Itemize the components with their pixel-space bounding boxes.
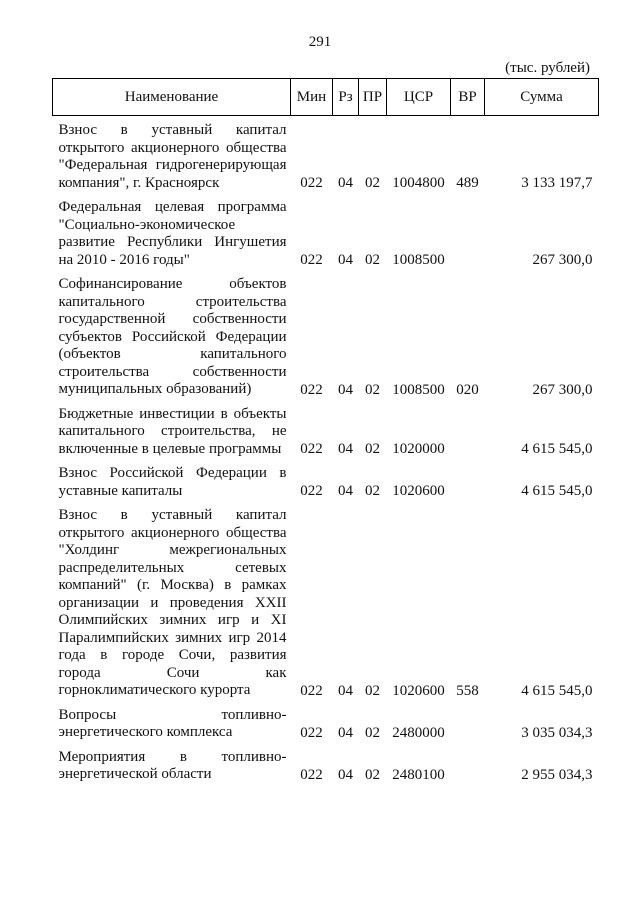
row-min: 022 bbox=[300, 724, 323, 741]
row-pr: 02 bbox=[365, 252, 380, 268]
row-vr bbox=[451, 707, 485, 749]
row-sum: 267 300,0 bbox=[532, 381, 593, 398]
table-row bbox=[53, 465, 599, 507]
row-sum: 3 035 034,3 bbox=[521, 724, 593, 741]
table-row bbox=[53, 406, 599, 466]
row-pr: 02 bbox=[365, 381, 380, 398]
row-rz: 04 bbox=[338, 175, 353, 191]
row-pr: 02 bbox=[365, 441, 380, 457]
row-pr: 02 bbox=[365, 766, 380, 783]
row-vr: 558 bbox=[456, 682, 479, 699]
row-pr: 02 bbox=[365, 724, 380, 741]
table-row bbox=[53, 707, 599, 749]
header-vr: ВР bbox=[451, 79, 485, 116]
row-name: Софинансирование объектов капитального строительства государственной собственности субъектов Российской Федерации (объектов капитального строительства собственности муниципальных образований) bbox=[58, 276, 287, 397]
row-rz: 04 bbox=[338, 441, 353, 457]
header-rz: Рз bbox=[333, 79, 359, 116]
row-min: 022 bbox=[300, 682, 323, 699]
header-csr: ЦСР bbox=[387, 79, 451, 116]
row-sum: 4 615 545,0 bbox=[521, 483, 593, 499]
row-rz: 04 bbox=[338, 252, 353, 268]
row-vr: 020 bbox=[456, 381, 479, 398]
row-rz: 04 bbox=[338, 381, 353, 398]
row-min: 022 bbox=[300, 766, 323, 783]
row-vr bbox=[451, 749, 485, 791]
budget-table bbox=[52, 78, 599, 791]
row-csr: 1004800 bbox=[392, 175, 445, 191]
row-rz: 04 bbox=[338, 766, 353, 783]
header-min: Мин bbox=[291, 79, 333, 116]
row-min: 022 bbox=[300, 483, 323, 499]
row-name: Взнос в уставный капитал открытого акционерного общества "Федеральная гидрогенерирующая компания", г. Красноярск bbox=[58, 122, 287, 191]
row-vr: 489 bbox=[456, 175, 479, 191]
table-header bbox=[53, 79, 599, 116]
header-pr: ПР bbox=[359, 79, 387, 116]
row-csr: 1020600 bbox=[392, 483, 445, 499]
row-name: Мероприятия в топливно-энергетической области bbox=[58, 748, 287, 782]
row-pr: 02 bbox=[365, 483, 380, 499]
row-name: Взнос Российской Федерации в уставные капиталы bbox=[58, 465, 287, 499]
row-pr: 02 bbox=[365, 175, 380, 191]
row-vr bbox=[451, 406, 485, 466]
units-label: (тыс. рублей) bbox=[505, 60, 590, 76]
row-csr: 1008500 bbox=[392, 252, 445, 268]
row-csr: 1020600 bbox=[392, 682, 445, 699]
row-csr: 1008500 bbox=[392, 381, 445, 398]
row-name: Вопросы топливно-энергетического комплекса bbox=[58, 706, 287, 740]
row-name: Федеральная целевая программа "Социально-экономическое развитие Республики Ингушетия на 2010 - 2016 годы" bbox=[58, 199, 287, 268]
table-row bbox=[53, 116, 599, 200]
row-name: Взнос в уставный капитал открытого акционерного общества "Холдинг межрегиональных распределительных сетевых компаний" (г. Москва) в рамках организации и проведения XXII Олимпийских зимних игр и XI Паралимпийских зимних игр 2014 года в городе Сочи, развития города Сочи как горноклиматического курорта bbox=[58, 507, 287, 698]
row-sum: 4 615 545,0 bbox=[521, 441, 593, 457]
row-sum: 2 955 034,3 bbox=[521, 766, 593, 783]
row-rz: 04 bbox=[338, 682, 353, 699]
table-row bbox=[53, 276, 599, 406]
row-pr: 02 bbox=[365, 682, 380, 699]
row-rz: 04 bbox=[338, 483, 353, 499]
row-csr: 2480000 bbox=[392, 724, 445, 741]
row-csr: 1020000 bbox=[392, 441, 445, 457]
row-csr: 2480100 bbox=[392, 766, 445, 783]
row-name: Бюджетные инвестиции в объекты капитального строительства, не включенные в целевые программы bbox=[58, 405, 287, 457]
row-sum: 267 300,0 bbox=[532, 252, 593, 268]
row-min: 022 bbox=[300, 441, 323, 457]
page-number: 291 bbox=[308, 34, 332, 50]
row-min: 022 bbox=[300, 175, 323, 191]
row-vr bbox=[451, 465, 485, 507]
row-sum: 3 133 197,7 bbox=[521, 175, 593, 191]
row-rz: 04 bbox=[338, 724, 353, 741]
table-row bbox=[53, 507, 599, 707]
row-min: 022 bbox=[300, 381, 323, 398]
header-sum: Сумма bbox=[485, 79, 599, 116]
table-row bbox=[53, 749, 599, 791]
row-min: 022 bbox=[300, 252, 323, 268]
row-sum: 4 615 545,0 bbox=[521, 682, 593, 699]
table-row bbox=[53, 199, 599, 276]
row-vr bbox=[451, 199, 485, 276]
header-name: Наименование bbox=[53, 79, 291, 116]
